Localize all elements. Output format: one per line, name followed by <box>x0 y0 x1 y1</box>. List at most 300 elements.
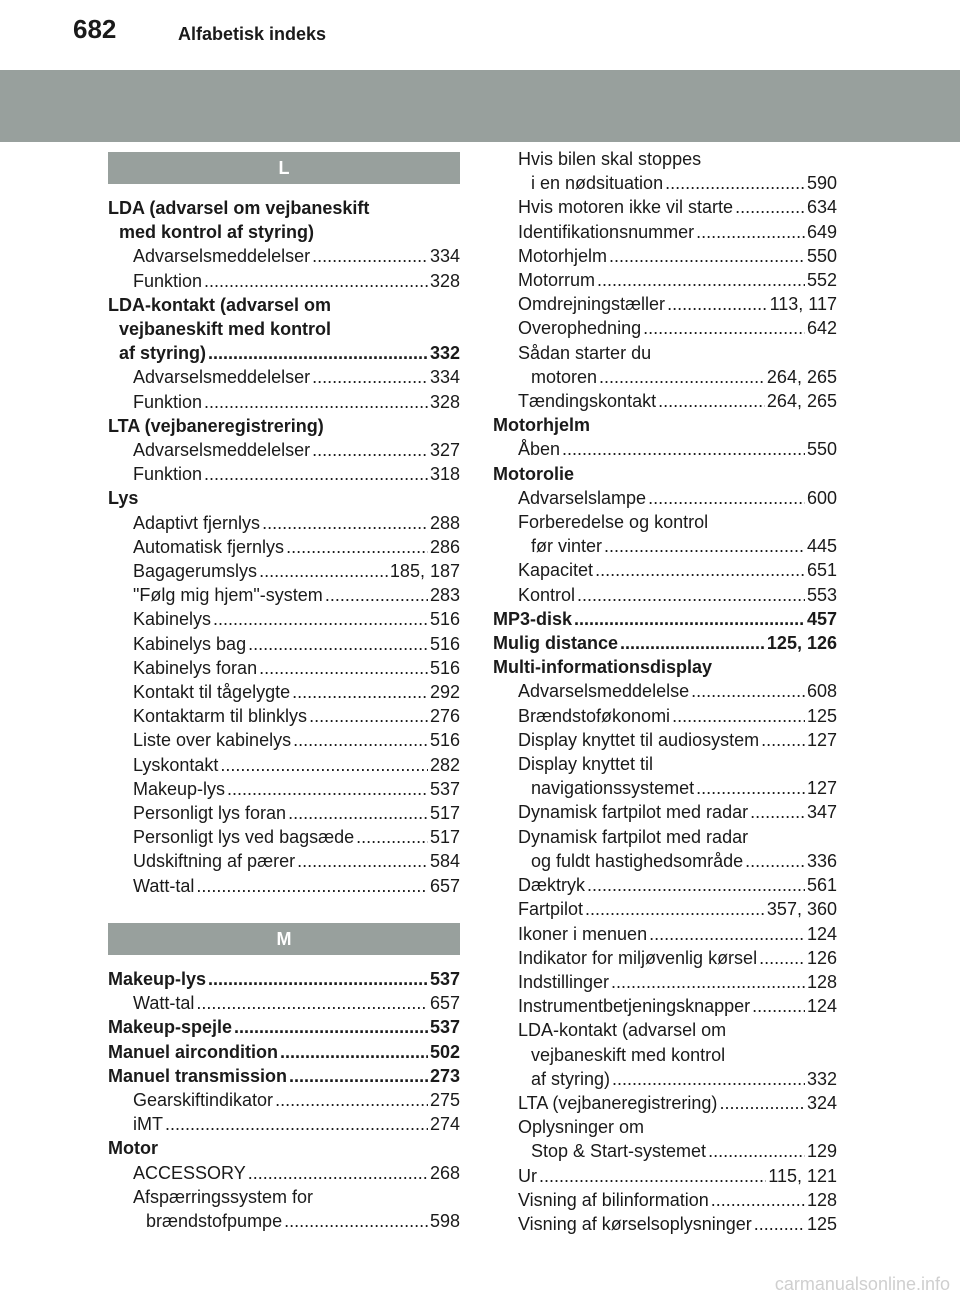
dot-leader <box>312 438 428 462</box>
index-entry-text: Funktion <box>133 464 203 485</box>
index-entry <box>493 316 837 340</box>
index-entry <box>493 268 837 292</box>
index-entry-text: Kabinelys bag <box>133 633 247 654</box>
index-entry-page: 126 <box>806 947 837 968</box>
index-entry <box>493 1115 837 1139</box>
dot-leader <box>539 1164 766 1188</box>
index-entry-page: 651 <box>806 560 837 581</box>
dot-leader <box>649 922 805 946</box>
index-entry-text: Advarselsmeddelelser <box>133 246 311 267</box>
index-entry-text: Makeup-spejle <box>108 1017 233 1038</box>
index-entry-page: 517 <box>429 827 460 848</box>
index-entry <box>493 946 837 970</box>
index-entry-text: Kontrol <box>518 584 576 605</box>
index-entry <box>493 558 837 582</box>
index-entry-text: Watt-tal <box>133 993 195 1014</box>
index-entry-text: Advarselsmeddelelser <box>133 440 311 461</box>
index-entry-text: Sådan starter du <box>518 342 652 363</box>
dot-leader <box>599 365 765 389</box>
dot-leader <box>648 486 805 510</box>
index-entry-page: 282 <box>429 754 460 775</box>
dot-leader <box>248 1161 428 1185</box>
dot-leader <box>752 994 805 1018</box>
dot-leader <box>735 195 805 219</box>
index-entry <box>493 825 837 849</box>
dot-leader <box>289 1064 428 1088</box>
index-entry-text: Manuel transmission <box>108 1065 288 1086</box>
dot-leader <box>165 1112 428 1136</box>
index-entry-page: 125, 126 <box>766 633 837 654</box>
index-entry-text: Makeup-lys <box>133 778 226 799</box>
index-entry-text: Display knyttet til <box>518 754 654 775</box>
index-entry <box>108 390 460 414</box>
index-entry <box>108 1088 460 1112</box>
index-entry-page: 185, 187 <box>389 561 460 582</box>
index-entry <box>493 244 837 268</box>
dot-leader <box>262 511 428 535</box>
index-entry <box>108 269 460 293</box>
index-entry-page: 125 <box>806 705 837 726</box>
index-entry-page: 129 <box>806 1141 837 1162</box>
index-entry-page: 318 <box>429 464 460 485</box>
index-entry <box>493 849 837 873</box>
index-entry-page: 124 <box>806 996 837 1017</box>
index-entry <box>493 534 837 558</box>
index-entry-text: Adaptivt fjernlys <box>133 512 261 533</box>
index-entry-page: 634 <box>806 197 837 218</box>
index-entry-text: Visning af bilinformation <box>518 1189 709 1210</box>
index-entry-page: 561 <box>806 875 837 896</box>
index-entry-text: Lyskontakt <box>133 754 219 775</box>
dot-leader <box>275 1088 428 1112</box>
index-column-right <box>493 147 837 1236</box>
index-entry-text: Ur <box>518 1165 537 1186</box>
dot-leader <box>587 873 805 897</box>
index-entry-page: 276 <box>429 706 460 727</box>
dot-leader <box>577 583 805 607</box>
index-entry-page: 264, 265 <box>766 391 837 412</box>
index-entry-page: 516 <box>429 657 460 678</box>
page-header <box>0 0 960 60</box>
index-entry <box>493 171 837 195</box>
index-entry-text: Personligt lys foran <box>133 803 287 824</box>
index-entry-page: 268 <box>429 1162 460 1183</box>
index-entry-text: Fartpilot <box>518 899 584 920</box>
index-entry <box>493 1018 837 1042</box>
index-entry <box>108 1185 460 1209</box>
index-entry-text: før vinter <box>531 536 603 557</box>
index-entry <box>493 704 837 728</box>
index-entry-page: 125 <box>806 1213 837 1234</box>
index-entry <box>493 462 837 486</box>
index-entry <box>108 656 460 680</box>
index-entry <box>108 486 460 510</box>
index-entry-page: 115, 121 <box>768 1165 837 1186</box>
index-entry <box>493 994 837 1018</box>
index-entry-text: Mulig distance <box>493 633 619 654</box>
dot-leader <box>293 728 428 752</box>
index-entry-text: "Følg mig hjem"-system <box>133 585 323 606</box>
index-entry-page: 516 <box>429 730 460 751</box>
dot-leader <box>288 801 428 825</box>
dot-leader <box>711 1188 805 1212</box>
dot-leader <box>213 607 428 631</box>
index-entry-text: LDA (advarsel om vejbaneskift <box>108 198 370 218</box>
index-entry-text: Manuel aircondition <box>108 1041 279 1062</box>
index-entry <box>108 632 460 656</box>
index-entry-text: Motorhjelm <box>493 415 590 436</box>
index-entry <box>108 414 460 438</box>
index-entry <box>108 849 460 873</box>
index-entry <box>493 728 837 752</box>
dot-leader <box>745 849 805 873</box>
index-entry-text: Dynamisk fartpilot med radar <box>518 802 749 823</box>
dot-leader <box>309 704 428 728</box>
index-entry-text: Motorrum <box>518 270 596 291</box>
index-entry-text: Lys <box>108 488 139 509</box>
index-entry-text: Oplysninger om <box>518 1117 645 1138</box>
index-entry-page: 502 <box>429 1041 460 1062</box>
index-entry-page: 550 <box>806 245 837 266</box>
index-entry <box>108 317 460 341</box>
index-entry <box>493 389 837 413</box>
index-entry-text: LTA (vejbaneregistrering) <box>518 1092 718 1113</box>
index-entry <box>108 583 460 607</box>
index-entry <box>493 292 837 316</box>
index-entry-text: Watt-tal <box>133 875 195 896</box>
dot-leader <box>204 390 428 414</box>
dot-leader <box>325 583 428 607</box>
dot-leader <box>204 269 428 293</box>
watermark-text: carmanualsonline.info <box>774 1274 950 1294</box>
index-entry <box>108 244 460 268</box>
index-entry <box>493 655 837 679</box>
index-entry-text: Kabinelys <box>133 609 212 630</box>
index-entry-text: Åben <box>518 439 561 460</box>
index-entry-page: 292 <box>429 682 460 703</box>
index-entry <box>493 1067 837 1091</box>
index-entry-text: LDA-kontakt (advarsel om <box>108 294 332 315</box>
index-entry-page: 264, 265 <box>766 366 837 387</box>
index-entry-text: brændstofpumpe <box>146 1210 283 1231</box>
index-entry <box>493 1043 837 1067</box>
index-entry <box>108 874 460 898</box>
dot-leader <box>204 462 428 486</box>
index-entry-page: 516 <box>429 609 460 630</box>
index-entry <box>108 753 460 777</box>
index-entry-page: 550 <box>806 439 837 460</box>
dot-leader <box>286 535 428 559</box>
index-entry <box>108 196 460 220</box>
index-entry-page: 649 <box>806 221 837 242</box>
index-entry-text: Stop & Start-systemet <box>531 1141 707 1162</box>
dot-leader <box>585 897 765 921</box>
index-entry-page: 127 <box>806 778 837 799</box>
index-entry-text: Motor <box>108 1138 158 1159</box>
dot-leader <box>604 534 805 558</box>
index-entry-page: 537 <box>429 968 460 989</box>
dot-leader <box>297 849 428 873</box>
index-entry-text: Funktion <box>133 391 203 412</box>
index-entry <box>108 1161 460 1185</box>
index-entry-text: vejbaneskift med kontrol <box>119 319 332 340</box>
index-entry-text: Display knyttet til audiosystem <box>518 729 760 750</box>
dot-leader <box>259 559 388 583</box>
index-entry <box>493 679 837 703</box>
index-entry-page: 600 <box>806 487 837 508</box>
index-entry-page: 332 <box>806 1068 837 1089</box>
dot-leader <box>356 825 428 849</box>
index-entry-text: Hvis motoren ikke vil starte <box>518 197 734 218</box>
index-entry-page: 598 <box>429 1210 460 1231</box>
index-entry <box>493 607 837 631</box>
index-entry <box>493 873 837 897</box>
index-entry-text: Visning af kørselsoplysninger <box>518 1213 752 1234</box>
index-entry <box>493 922 837 946</box>
index-entry-page: 327 <box>429 440 460 461</box>
index-entry <box>493 583 837 607</box>
index-entry <box>493 510 837 534</box>
index-entry <box>493 365 837 389</box>
index-entry <box>493 413 837 437</box>
index-entry-page: 445 <box>806 536 837 557</box>
index-entry-text: Advarselsmeddelelse <box>518 681 690 702</box>
dot-leader <box>691 679 805 703</box>
index-entry <box>108 967 460 991</box>
index-entry-text: Automatisk fjernlys <box>133 536 285 557</box>
index-entry <box>108 1112 460 1136</box>
section-letter-m: M <box>108 923 460 955</box>
index-entry-text: Kabinelys foran <box>133 657 258 678</box>
index-entry <box>108 801 460 825</box>
index-entry <box>493 437 837 461</box>
dot-leader <box>220 753 428 777</box>
dot-leader <box>643 316 805 340</box>
index-entry <box>108 462 460 486</box>
section-letter-l: L <box>108 152 460 184</box>
index-entry-page: 324 <box>806 1092 837 1113</box>
index-entry <box>108 1136 460 1160</box>
index-column-left <box>108 147 460 1233</box>
index-entry-page: 590 <box>806 173 837 194</box>
index-entry <box>493 486 837 510</box>
index-entry-text: Kapacitet <box>518 560 594 581</box>
index-entry-page: 334 <box>429 367 460 388</box>
index-entry <box>108 365 460 389</box>
index-entry-text: Multi-informationsdisplay <box>493 657 713 678</box>
dot-leader <box>562 437 805 461</box>
index-entry-page: 275 <box>429 1089 460 1110</box>
index-entry-page: 357, 360 <box>766 899 837 920</box>
dot-leader <box>672 704 805 728</box>
index-entry-page: 113, 117 <box>769 294 837 315</box>
dot-leader <box>658 389 765 413</box>
index-entry-text: ACCESSORY <box>133 1162 246 1183</box>
dot-leader <box>609 244 805 268</box>
index-entry-text: Funktion <box>133 270 203 291</box>
index-entry-text: Kontaktarm til blinklys <box>133 706 308 727</box>
dot-leader <box>611 970 805 994</box>
index-entry-text: af styring) <box>119 343 207 364</box>
index-entry-page: 516 <box>429 633 460 654</box>
index-entry <box>493 341 837 365</box>
header-band <box>0 70 960 142</box>
index-entry <box>493 220 837 244</box>
dot-leader <box>620 631 765 655</box>
index-entry <box>108 559 460 583</box>
index-entry-text: Indstillinger <box>518 971 610 992</box>
index-entry <box>108 825 460 849</box>
index-entry-text: MP3-disk <box>493 608 573 629</box>
index-entry <box>108 680 460 704</box>
index-entry <box>493 752 837 776</box>
index-entry-page: 553 <box>806 584 837 605</box>
index-entry-page: 273 <box>429 1065 460 1086</box>
dot-leader <box>597 268 805 292</box>
page-number: 682 <box>73 14 117 44</box>
index-entry <box>493 631 837 655</box>
index-entry-page: 128 <box>806 971 837 992</box>
index-entry-text: Instrumentbetjeningsknapper <box>518 996 751 1017</box>
index-entry-text: i en nødsituation <box>531 173 664 194</box>
index-entries-m <box>108 967 460 1233</box>
index-entry-page: 642 <box>806 318 837 339</box>
dot-leader <box>595 558 805 582</box>
index-entry-text: Makeup-lys <box>108 968 207 989</box>
index-entry <box>108 991 460 1015</box>
index-entry-text: LDA-kontakt (advarsel om <box>518 1020 727 1041</box>
index-entry <box>108 438 460 462</box>
index-entry-page: 657 <box>429 875 460 896</box>
index-entry-text: vejbaneskift med kontrol <box>531 1044 726 1065</box>
index-entry <box>493 1212 837 1236</box>
index-entry-page: 336 <box>806 850 837 871</box>
dot-leader <box>761 728 805 752</box>
index-entry-text: Omdrejningstæller <box>518 294 666 315</box>
index-entry-text: Udskiftning af pærer <box>133 851 296 872</box>
index-entry-text: Personligt lys ved bagsæde <box>133 827 355 848</box>
index-entry-text: Overophedning <box>518 318 642 339</box>
index-entry-page: 347 <box>806 802 837 823</box>
index-entry-text: Gearskiftindikator <box>133 1089 274 1110</box>
dot-leader <box>292 680 428 704</box>
dot-leader <box>312 365 428 389</box>
index-entry-page: 128 <box>806 1189 837 1210</box>
index-entry-text: LTA (vejbaneregistrering) <box>108 415 324 436</box>
index-entry-text: Advarselsmeddelelser <box>133 367 311 388</box>
index-entry <box>108 1064 460 1088</box>
index-entry-page: 288 <box>429 512 460 533</box>
dot-leader <box>759 946 805 970</box>
dot-leader <box>312 244 428 268</box>
index-entry <box>108 777 460 801</box>
dot-leader <box>754 1212 805 1236</box>
dot-leader <box>750 800 805 824</box>
index-entry-page: 124 <box>806 923 837 944</box>
index-entry <box>493 195 837 219</box>
index-entry <box>493 776 837 800</box>
dot-leader <box>708 1139 805 1163</box>
dot-leader <box>719 1091 805 1115</box>
dot-leader <box>248 632 428 656</box>
dot-leader <box>284 1209 428 1233</box>
index-entry-page: 328 <box>429 391 460 412</box>
index-entry <box>108 1015 460 1039</box>
index-entry-text: iMT <box>133 1114 163 1135</box>
dot-leader <box>227 777 428 801</box>
dot-leader <box>665 171 805 195</box>
index-entry-text: Afspærringssystem for <box>133 1186 314 1207</box>
index-entry <box>493 970 837 994</box>
dot-leader <box>280 1040 428 1064</box>
index-entry <box>108 220 460 244</box>
index-entry-text: Ikoner i menuen <box>518 923 648 944</box>
index-entry-text: Identifikationsnummer <box>518 221 695 242</box>
index-entries-right <box>493 147 837 1236</box>
dot-leader <box>196 991 428 1015</box>
index-entry-text: Forberedelse og kontrol <box>518 512 709 533</box>
index-entry <box>493 1188 837 1212</box>
dot-leader <box>259 656 428 680</box>
dot-leader <box>612 1067 805 1091</box>
index-entry-text: motoren <box>531 366 598 387</box>
dot-leader <box>696 776 805 800</box>
index-entry-text: Dynamisk fartpilot med radar <box>518 826 749 847</box>
index-entry-page: 286 <box>429 536 460 557</box>
index-entry-page: 657 <box>429 993 460 1014</box>
index-entry <box>108 535 460 559</box>
dot-leader <box>208 341 428 365</box>
index-entry-text: Kontakt til tågelygte <box>133 682 291 703</box>
index-entry-text: Motorolie <box>493 463 574 484</box>
index-entry <box>493 800 837 824</box>
index-entry-text: Tændingskontakt <box>518 391 657 412</box>
index-entry <box>108 1209 460 1233</box>
index-entry-text: med kontrol af styring) <box>119 222 315 243</box>
index-entry <box>108 704 460 728</box>
index-entry-page: 328 <box>429 270 460 291</box>
index-entry-page: 517 <box>429 803 460 824</box>
index-entry <box>493 1139 837 1163</box>
index-entry-text: Advarselslampe <box>518 487 647 508</box>
index-entry <box>493 1091 837 1115</box>
dot-leader <box>574 607 805 631</box>
header-title: Alfabetisk indeks <box>178 24 327 44</box>
index-entry-page: 274 <box>429 1114 460 1135</box>
index-entry <box>108 341 460 365</box>
index-entry-page: 584 <box>429 851 460 872</box>
index-entry <box>493 1164 837 1188</box>
index-entry-text: Dæktryk <box>518 875 585 896</box>
index-entry-page: 127 <box>806 729 837 750</box>
index-entry <box>108 607 460 631</box>
dot-leader <box>667 292 768 316</box>
index-entry-text: Liste over kabinelys <box>133 730 292 751</box>
index-entry <box>108 728 460 752</box>
dot-leader <box>234 1015 428 1039</box>
index-entry-page: 608 <box>806 681 837 702</box>
index-entry-text: og fuldt hastighedsområde <box>531 850 744 871</box>
index-entry-text: Brændstoføkonomi <box>518 705 671 726</box>
index-entry-page: 552 <box>806 270 837 291</box>
index-entry <box>108 511 460 535</box>
dot-leader <box>196 874 428 898</box>
index-entry <box>493 147 837 171</box>
index-entry-page: 283 <box>429 585 460 606</box>
index-entry-text: Motorhjelm <box>518 245 608 266</box>
index-entry-text: Hvis bilen skal stoppes <box>518 149 702 169</box>
index-entry-text: Indikator for miljøvenlig kørsel <box>518 947 758 968</box>
